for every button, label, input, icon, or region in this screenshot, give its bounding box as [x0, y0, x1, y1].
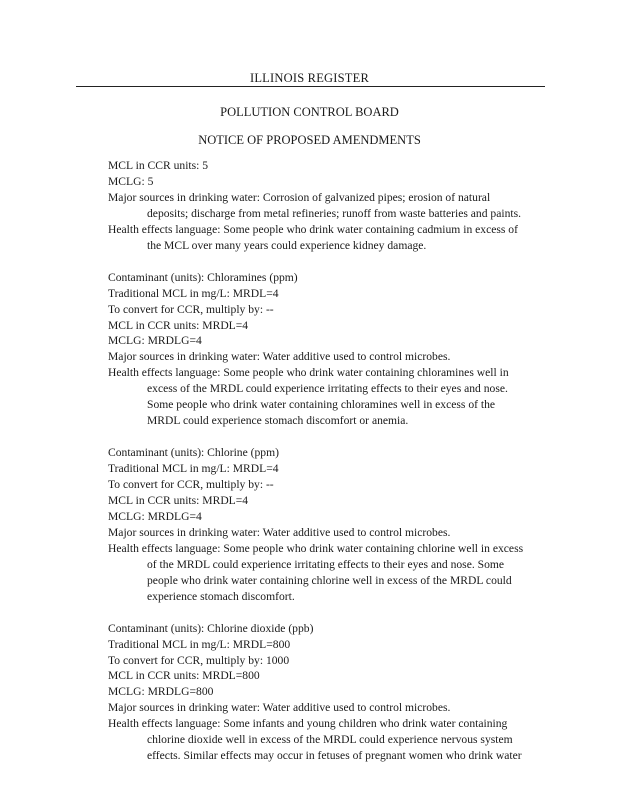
traditional-mcl-line: Traditional MCL in mg/L: MRDL=4	[108, 286, 279, 300]
header-rule	[76, 86, 545, 87]
paragraph-gap	[108, 254, 548, 270]
convert-line: To convert for CCR, multiply by: --	[108, 478, 274, 492]
health-effects-line: Health effects language: Some people who drink water containing chloramines well in	[108, 366, 509, 380]
paragraph-gap	[108, 429, 548, 445]
chloramines-entry	[108, 270, 548, 430]
health-effects-continuation: experience stomach discomfort.	[147, 589, 295, 603]
mclg-line: MCLG: MRDLG=800	[108, 685, 214, 699]
document-body	[108, 158, 548, 764]
health-effects-continuation: MRDL could experience stomach discomfort or anemia.	[147, 414, 409, 428]
paragraph-gap	[108, 605, 548, 621]
register-title-text: ILLINOIS REGISTER	[249, 71, 369, 85]
mclg-line: MCLG: MRDLG=4	[108, 334, 202, 348]
contaminant-line: Contaminant (units): Chlorine (ppm)	[108, 446, 279, 460]
sources-line: Major sources in drinking water: Corrosion of galvanized pipes; erosion of natural	[108, 190, 491, 204]
health-effects-line: Health effects language: Some people who drink water containing cadmium in excess of	[108, 222, 518, 236]
mcl-ccr-line: MCL in CCR units: MRDL=800	[108, 669, 260, 683]
mclg-line: MCLG: 5	[108, 174, 154, 188]
traditional-mcl-line: Traditional MCL in mg/L: MRDL=4	[108, 462, 279, 476]
health-effects-continuation: of the MRDL could experience irritating effects to their eyes and nose. Some	[147, 557, 505, 571]
mcl-ccr-line: MCL in CCR units: MRDL=4	[108, 318, 249, 332]
notice-title: NOTICE OF PROPOSED AMENDMENTS	[198, 133, 421, 147]
mcl-ccr-line: MCL in CCR units: 5	[108, 159, 209, 172]
health-effects-continuation: effects. Similar effects may occur in fetuses of pregnant women who drink water	[147, 749, 522, 763]
chlorine-entry	[108, 445, 548, 605]
health-effects-continuation: the MCL over many years could experience kidney damage.	[147, 238, 427, 252]
chlorine-dioxide-entry	[108, 621, 548, 765]
board-title: POLLUTION CONTROL BOARD	[220, 105, 399, 119]
contaminant-line: Contaminant (units): Chloramines (ppm)	[108, 270, 298, 284]
sources-line: Major sources in drinking water: Water additive used to control microbes.	[108, 525, 451, 539]
sources-line: Major sources in drinking water: Water additive used to control microbes.	[108, 701, 451, 715]
sources-continuation: deposits; discharge from metal refineries; runoff from waste batteries and paints.	[147, 206, 522, 220]
health-effects-line: Health effects language: Some infants and young children who drink water containing	[108, 717, 508, 731]
health-effects-line: Health effects language: Some people who drink water containing chlorine well in excess	[108, 541, 524, 555]
health-effects-continuation: people who drink water containing chlorine well in excess of the MRDL could	[147, 573, 512, 587]
convert-line: To convert for CCR, multiply by: --	[108, 302, 274, 316]
health-effects-continuation: chlorine dioxide well in excess of the MRDL could experience nervous system	[147, 733, 513, 747]
register-title	[0, 71, 619, 86]
health-effects-continuation: Some people who drink water containing chloramines well in excess of the	[147, 398, 496, 412]
convert-line: To convert for CCR, multiply by: 1000	[108, 653, 290, 667]
health-effects-continuation: excess of the MRDL could experience irritating effects to their eyes and nose.	[147, 382, 508, 396]
traditional-mcl-line: Traditional MCL in mg/L: MRDL=800	[108, 637, 291, 651]
mclg-line: MCLG: MRDLG=4	[108, 509, 202, 523]
contaminant-line: Contaminant (units): Chlorine dioxide (ppb)	[108, 621, 314, 635]
cadmium-entry	[108, 158, 548, 254]
sources-line: Major sources in drinking water: Water additive used to control microbes.	[108, 350, 451, 364]
mcl-ccr-line: MCL in CCR units: MRDL=4	[108, 493, 249, 507]
